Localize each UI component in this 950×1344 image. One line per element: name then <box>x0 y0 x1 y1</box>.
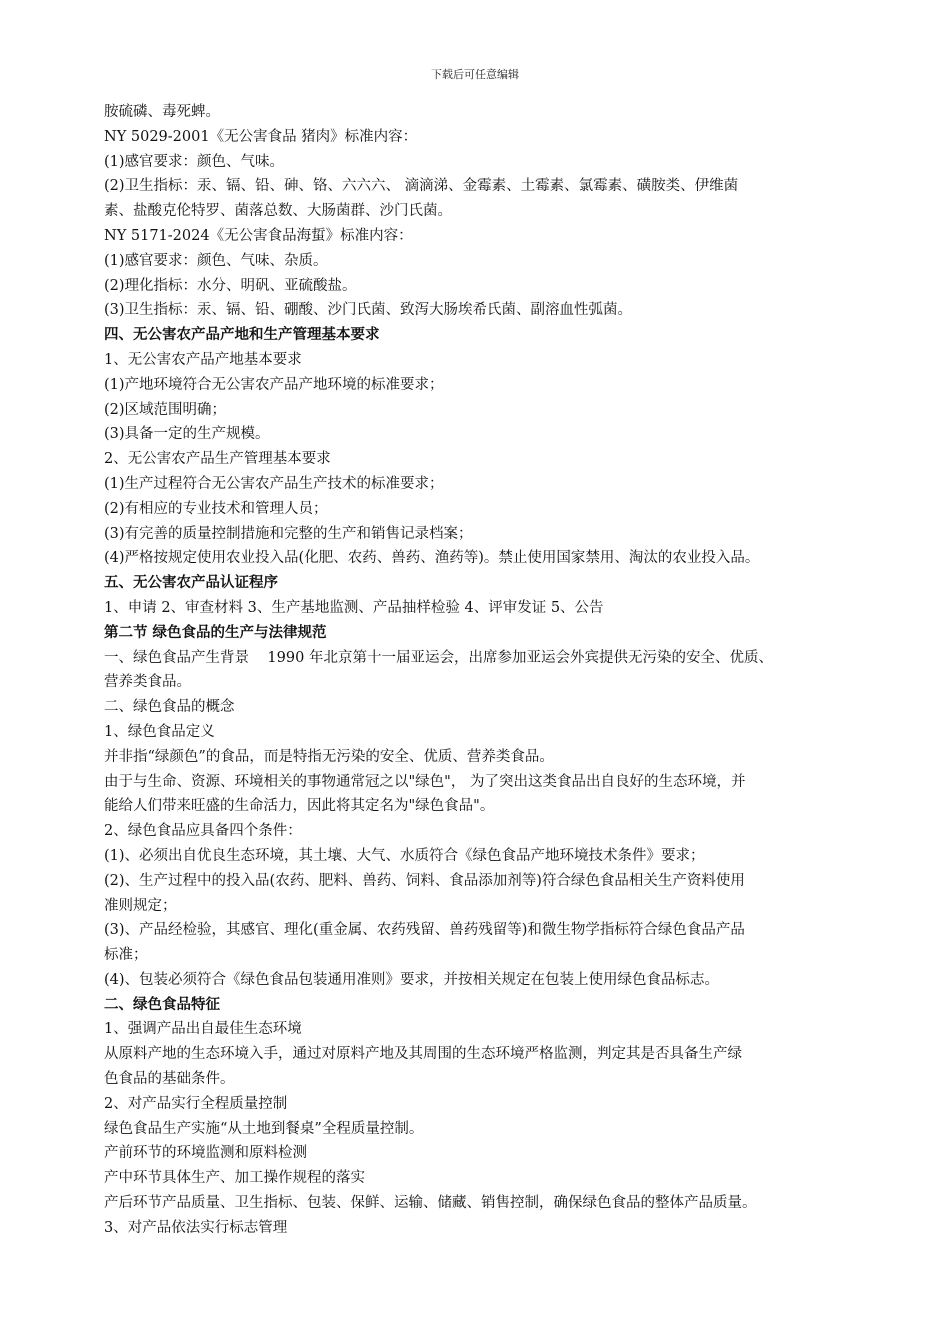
text-line: (3)具备一定的生产规模。 <box>104 426 270 443</box>
text-line: 素、盐酸克伦特罗、菌落总数、大肠菌群、沙门氏菌。 <box>104 203 452 220</box>
text-line: 1、绿色食品定义 <box>104 723 215 740</box>
text-line: (3)有完善的质量控制措施和完整的生产和销售记录档案； <box>104 525 473 542</box>
text-line: (2)理化指标：水分、明矾、亚硫酸盐。 <box>104 277 357 294</box>
text-line: (3)、产品经检验，其感官、理化(重金属、农药残留、兽药残留等)和微生物学指标符合绿色食品产品 <box>104 922 745 939</box>
text-line: (3)卫生指标：汞、镉、铅、硼酸、沙门氏菌、致泻大肠埃希氏菌、副溶血性弧菌。 <box>104 302 633 319</box>
text-line: 绿色食品生产实施“从土地到餐桌”全程质量控制。 <box>104 1120 424 1137</box>
text-line: 标准； <box>104 947 148 964</box>
text-line: 二、绿色食品的概念 <box>104 699 235 716</box>
text-line: 营养类食品。 <box>104 674 191 691</box>
text-line: 1、强调产品出自最佳生态环境 <box>104 1021 302 1038</box>
text-line: (1)感官要求：颜色、气味。 <box>104 153 285 170</box>
text-line: (1)、必须出自优良生态环境，其土壤、大气、水质符合《绿色食品产地环境技术条件》要求； <box>104 847 705 864</box>
text-line: 3、对产品依法实行标志管理 <box>104 1219 288 1236</box>
text-line: (2)有相应的专业技术和管理人员； <box>104 500 328 517</box>
text-line: (2)卫生指标：汞、镉、铅、砷、铬、六六六、 滴滴涕、金霉素、土霉素、氯霉素、磺胺类、伊维菌 <box>104 178 739 195</box>
text-line: (1)产地环境符合无公害农产品产地环境的标准要求； <box>104 376 444 393</box>
text-line: (4)、包装必须符合《绿色食品包装通用准则》要求，并按相关规定在包装上使用绿色食品标志。 <box>104 971 720 988</box>
text-line: 并非指“绿颜色”的食品，而是特指无污染的安全、优质、营养类食品。 <box>104 748 554 765</box>
text-line: 产前环节的环境监测和原料检测 <box>104 1145 307 1162</box>
section-heading: 二、绿色食品特征 <box>104 996 220 1013</box>
text-line: 1、无公害农产品产地基本要求 <box>104 351 302 368</box>
page-header: 下载后可任意编辑 <box>431 68 519 81</box>
section-heading: 五、无公害农产品认证程序 <box>104 575 278 592</box>
text-line: NY 5171-2024《无公害食品海蜇》标准内容： <box>104 227 413 244</box>
text-line: (1)感官要求：颜色、气味、杂质。 <box>104 252 328 269</box>
text-line: 准则规定； <box>104 897 177 914</box>
text-line: 产后环节产品质量、卫生指标、包装、保鲜、运输、储藏、销售控制，确保绿色食品的整体产品质量。 <box>104 1195 757 1212</box>
text-line: NY 5029-2001《无公害食品 猪肉》标准内容： <box>104 128 418 145</box>
section-heading: 四、无公害农产品产地和生产管理基本要求 <box>104 327 380 344</box>
section-heading: 第二节 绿色食品的生产与法律规范 <box>104 624 327 641</box>
text-line: 从原料产地的生态环境入手，通过对原料产地及其周围的生态环境严格监测，判定其是否具备生产绿 <box>104 1046 742 1063</box>
text-line: 由于与生命、资源、环境相关的事物通常冠之以"绿色"， 为了突出这类食品出自良好的生态环境，并 <box>104 773 746 790</box>
text-line: 产中环节具体生产、加工操作规程的落实 <box>104 1170 365 1187</box>
text-line: 1、申请 2、审查材料 3、生产基地监测、产品抽样检验 4、评审发证 5、公告 <box>104 599 604 616</box>
document-body <box>104 100 864 1241</box>
text-line: 2、无公害农产品生产管理基本要求 <box>104 451 331 468</box>
text-line: 2、绿色食品应具备四个条件： <box>104 823 302 840</box>
text-line: 一、绿色食品产生背景 1990 年北京第十一届亚运会，出席参加亚运会外宾提供无污染的安全、优质、 <box>104 649 773 666</box>
text-line: (2)、生产过程中的投入品(农药、肥料、兽药、饲料、食品添加剂等)符合绿色食品相关生产资料使用 <box>104 872 745 889</box>
text-line: 能给人们带来旺盛的生命活力，因此将其定名为"绿色食品"。 <box>104 798 495 815</box>
text-line: 2、对产品实行全程质量控制 <box>104 1095 288 1112</box>
text-line: 色食品的基础条件。 <box>104 1071 235 1088</box>
text-line: (2)区域范围明确； <box>104 401 227 418</box>
text-line: (4)严格按规定使用农业投入品(化肥、农药、兽药、渔药等)。禁止使用国家禁用、淘汰的农业投入品。 <box>104 550 760 567</box>
text-line: (1)生产过程符合无公害农产品生产技术的标准要求； <box>104 475 444 492</box>
text-line: 胺硫磷、毒死蜱。 <box>104 104 220 120</box>
